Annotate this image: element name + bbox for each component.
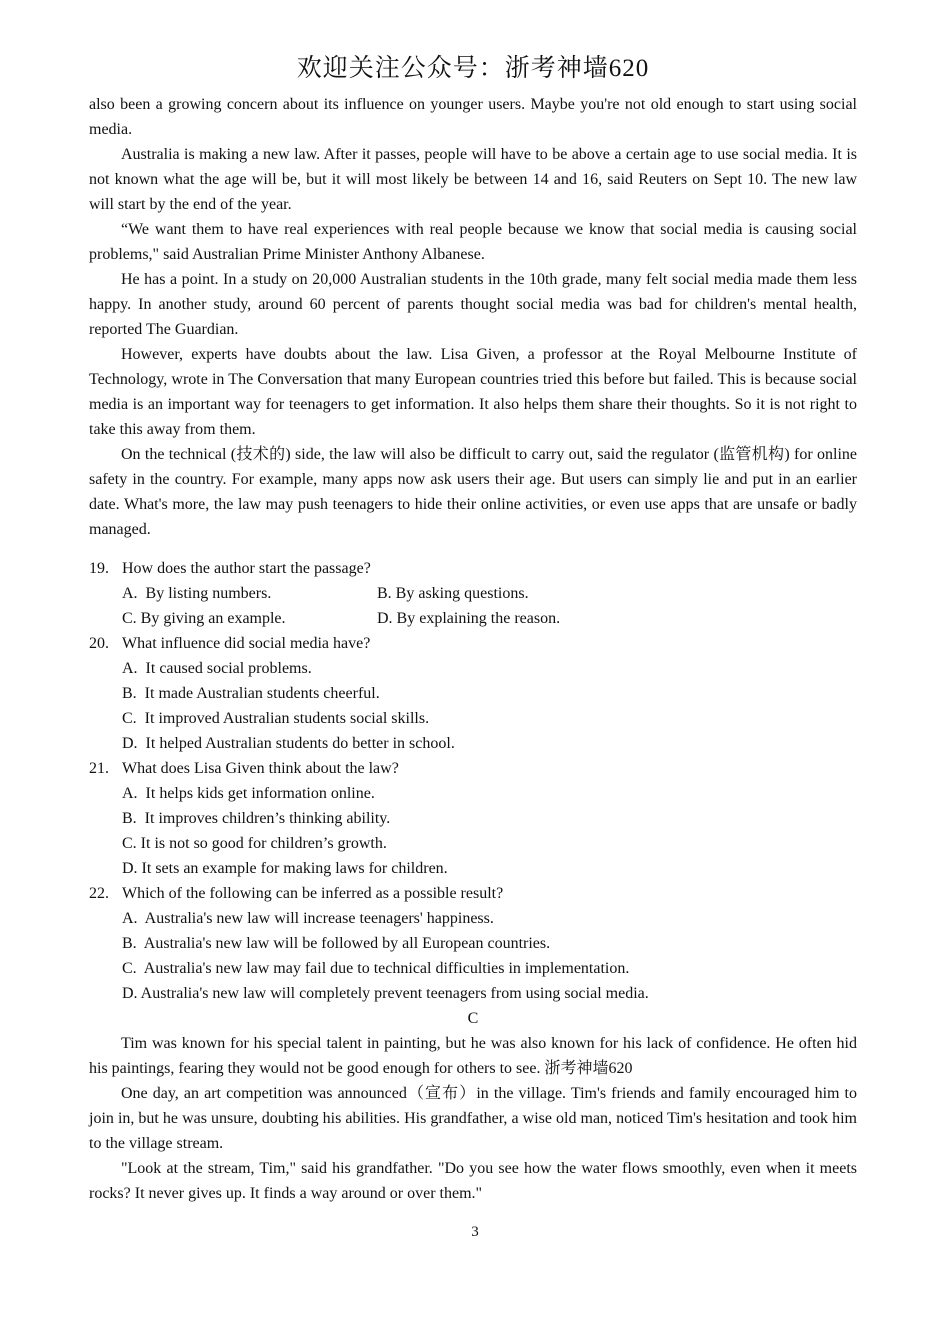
question-22-stem: Which of the following can be inferred as a possible result? <box>122 885 504 902</box>
section-gap <box>89 542 857 556</box>
question-19-number: 19. <box>89 560 109 577</box>
question-21-stem: What does Lisa Given think about the law? <box>122 760 399 777</box>
question-20-option-c: C. It improved Australian students social skills. <box>122 710 430 727</box>
question-21-stem-line <box>89 756 857 781</box>
question-19-option-d: D. By explaining the reason. <box>377 610 561 627</box>
question-19 <box>89 556 857 631</box>
question-22-option-d: D. Australia's new law will completely prevent teenagers from using social media. <box>122 985 649 1002</box>
question-22-option-c: C. Australia's new law may fail due to technical difficulties in implementation. <box>122 960 630 977</box>
question-22-stem-line <box>89 881 857 906</box>
question-21-number: 21. <box>89 760 109 777</box>
question-20-number: 20. <box>89 635 109 652</box>
question-19-options <box>122 581 857 631</box>
page-header-title: 欢迎关注公众号：浙考神墙620 <box>296 55 650 82</box>
passage-c-paragraph-2: One day, an art competition was announced（宣布）in the village. Tim's friends and family encouraged him to join in, but he was unsure, doubting his abilities. His grandfather, a wise old man, noticed Tim's hesitation and took him to the village stream. <box>89 1085 857 1152</box>
question-19-option-c: C. By giving an example. <box>122 610 286 627</box>
questions-section <box>89 556 857 1006</box>
question-22-options <box>122 906 857 1006</box>
question-21-option-b: B. It improves children’s thinking ability. <box>122 810 391 827</box>
section-c-heading: C <box>467 1010 479 1027</box>
passage-c-paragraph-3: "Look at the stream, Tim," said his grandfather. "Do you see how the water flows smoothly, even when it meets rocks? It never gives up. It finds a way around or over them." <box>89 1160 857 1202</box>
question-20 <box>89 631 857 756</box>
passage-b-paragraph-4: He has a point. In a study on 20,000 Australian students in the 10th grade, many felt social media made them less happy. In another study, around 60 percent of parents thought social media was bad for children's mental health, reported The Guardian. <box>89 271 857 338</box>
question-20-stem: What influence did social media have? <box>122 635 371 652</box>
question-19-stem: How does the author start the passage? <box>122 560 371 577</box>
passage-b <box>89 92 857 542</box>
question-22-number: 22. <box>89 885 109 902</box>
question-21-option-a: A. It helps kids get information online. <box>122 785 375 802</box>
passage-c <box>89 1031 857 1206</box>
question-22-option-b: B. Australia's new law will be followed by all European countries. <box>122 935 551 952</box>
question-21-options <box>122 781 857 881</box>
passage-b-paragraph-1: also been a growing concern about its influence on younger users. Maybe you're not old enough to start using social media. <box>89 96 857 138</box>
passage-c-paragraph-1: Tim was known for his special talent in painting, but he was also known for his lack of confidence. He often hid his paintings, fearing they would not be good enough for others to see. 浙考神墙620 <box>89 1035 857 1077</box>
passage-b-paragraph-2: Australia is making a new law. After it passes, people will have to be above a certain age to use social media. It is not known what the age will be, but it will most likely be between 14 and 16, said Reuters on Sept 10. The new law will start by the end of the year. <box>89 146 857 213</box>
question-19-option-a: A. By listing numbers. <box>122 585 272 602</box>
passage-b-paragraph-5: However, experts have doubts about the law. Lisa Given, a professor at the Royal Melbourne Institute of Technology, wrote in The Conversation that many European countries tried this before but failed. This is because social media is an important way for teenagers to get information. It also helps them share their thoughts. So it is not right to take this away from them. <box>89 346 857 438</box>
question-20-options <box>122 656 857 756</box>
question-21 <box>89 756 857 881</box>
page-number: 3 <box>471 1224 479 1240</box>
question-20-stem-line <box>89 631 857 656</box>
question-20-option-d: D. It helped Australian students do better in school. <box>122 735 455 752</box>
question-22-option-a: A. Australia's new law will increase teenagers' happiness. <box>122 910 494 927</box>
passage-b-paragraph-6: On the technical (技术的) side, the law will also be difficult to carry out, said the regulator (监管机构) for online safety in the country. For example, many apps now ask users their age. But users can simply lie and put in an earlier date. What's more, the law may push teenagers to hide their online activities, or even use apps that are unsafe or badly managed. <box>89 446 857 538</box>
question-20-option-b: B. It made Australian students cheerful. <box>122 685 380 702</box>
question-21-option-d: D. It sets an example for making laws for children. <box>122 860 448 877</box>
passage-b-paragraph-3: “We want them to have real experiences with real people because we know that social media is causing social problems," said Australian Prime Minister Anthony Albanese. <box>89 221 857 263</box>
question-19-stem-line <box>89 556 857 581</box>
question-22 <box>89 881 857 1006</box>
question-21-option-c: C. It is not so good for children’s growth. <box>122 835 387 852</box>
question-20-option-a: A. It caused social problems. <box>122 660 312 677</box>
question-19-option-b: B. By asking questions. <box>377 585 529 602</box>
